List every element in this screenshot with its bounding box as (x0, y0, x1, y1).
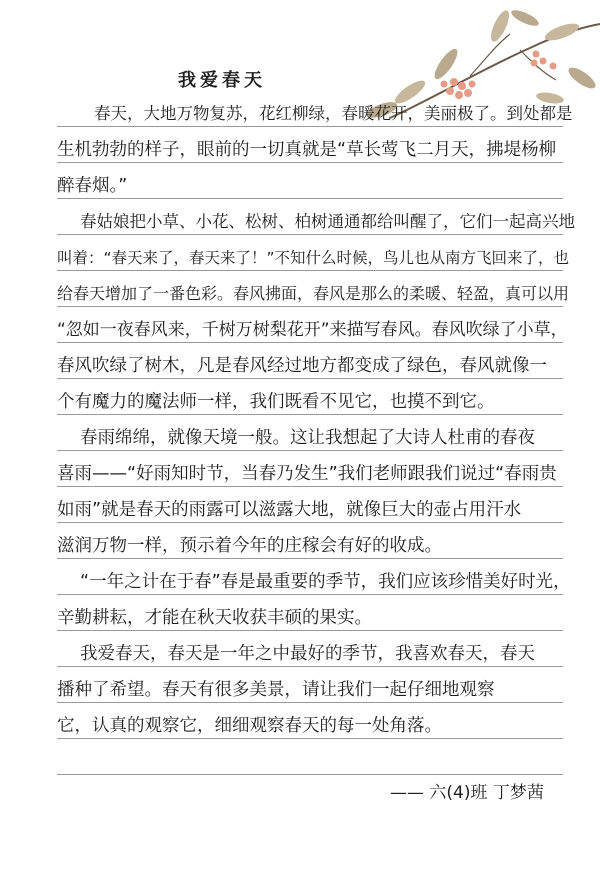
ruled-line (57, 342, 563, 343)
text-line: 滋润万物一样，预示着今年的庄稼会有好的收成。 (57, 536, 442, 556)
text-line: 个有魔力的魔法师一样，我们既看不见它，也摸不到它。 (57, 392, 495, 412)
ruled-line (57, 774, 563, 775)
ruled-line (57, 522, 563, 523)
ruled-line (57, 630, 563, 631)
text-line: 春天，大地万物复苏，花红柳绿，春暖花开，美丽极了。到处都是 (94, 104, 573, 123)
branch-illustration (350, 0, 600, 120)
ruled-line (57, 270, 563, 271)
text-line: 给春天增加了一番色彩。春风拂面，春风是那么的柔暖、轻盈，真可以用 (57, 284, 570, 303)
ruled-line (57, 126, 563, 127)
ruled-line (57, 738, 563, 739)
text-line: 喜雨——“好雨知时节，当春乃发生”我们老师跟我们说过“春雨贵 (57, 464, 557, 484)
ruled-line (57, 450, 563, 451)
ruled-line (57, 234, 563, 235)
text-line: 叫着：“春天来了，春天来了！”不知什么时候，鸟儿也从南方飞回来了，也 (57, 249, 570, 267)
text-line: “忽如一夜春风来，千树万树梨花开”来描写春风。春风吹绿了小草， (57, 320, 568, 340)
author-signature: —— 六(4)班 丁梦茜 (390, 783, 544, 803)
text-line: 春姑娘把小草、小花、松树、柏树通通都给叫醒了，它们一起高兴地 (80, 212, 575, 231)
text-line: “一年之计在于春”春是最重要的季节，我们应该珍惜美好时光， (80, 572, 571, 592)
essay-title: 我爱春天 (178, 70, 266, 91)
text-line: 我爱春天，春天是一年之中最好的季节，我喜欢春天，春天 (80, 644, 535, 664)
ruled-line (57, 198, 563, 199)
ruled-line (57, 558, 563, 559)
text-line: 它，认真的观察它，细细观察春天的每一处角落。 (57, 716, 442, 736)
ruled-line (57, 594, 563, 595)
text-line: 醉春烟。” (57, 176, 128, 196)
ruled-line (57, 162, 563, 163)
text-line: 如雨”就是春天的雨露可以滋露大地，就像巨大的壶占用汗水 (57, 500, 522, 520)
text-line: 辛勤耕耘，才能在秋天收获丰硕的果实。 (57, 608, 372, 628)
ruled-line (57, 378, 563, 379)
text-line: 播种了希望。春天有很多美景，请让我们一起仔细地观察 (57, 680, 495, 700)
ruled-line (57, 306, 563, 307)
ruled-line (57, 666, 563, 667)
text-line: 生机勃勃的样子，眼前的一切真就是“草长莺飞二月天，拂堤杨柳 (57, 140, 557, 160)
ruled-line (57, 486, 563, 487)
ruled-line (57, 702, 563, 703)
text-line: 春风吹绿了树木，凡是春风经过地方都变成了绿色，春风就像一 (57, 356, 547, 376)
ruled-line (57, 414, 563, 415)
text-line: 春雨绵绵，就像天境一般。这让我想起了大诗人杜甫的春夜 (80, 428, 535, 448)
